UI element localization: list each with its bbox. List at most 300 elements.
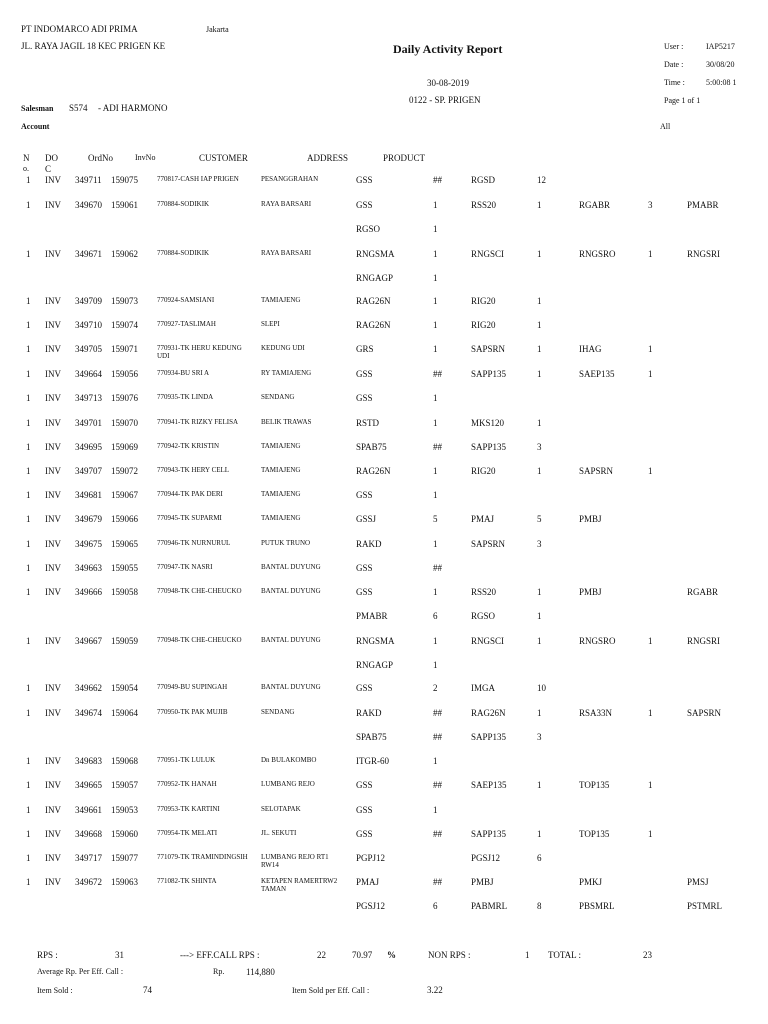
product-code: IMGA bbox=[471, 683, 495, 693]
row-address: BANTAL DUYUNG bbox=[261, 683, 321, 691]
row-customer: 770954-TK MELATI bbox=[157, 829, 218, 837]
row-doc-type: INV bbox=[45, 466, 61, 476]
row-invoice-no: 159076 bbox=[111, 393, 138, 403]
item-sold-label: Item Sold : bbox=[37, 986, 73, 995]
product-code: IHAG bbox=[579, 344, 602, 354]
product-qty: 1 bbox=[433, 587, 438, 597]
product-qty: 1 bbox=[537, 636, 542, 646]
row-order-no: 349670 bbox=[75, 200, 102, 210]
row-no: 1 bbox=[26, 466, 31, 476]
product-code: RNGSMA bbox=[356, 636, 395, 646]
product-code: RNGSCI bbox=[471, 249, 505, 259]
col-invno: InvNo bbox=[135, 153, 156, 162]
row-customer: 770884-SODIKIK bbox=[157, 249, 210, 257]
product-qty: 1 bbox=[648, 344, 653, 354]
row-order-no: 349713 bbox=[75, 393, 102, 403]
row-doc-type: INV bbox=[45, 296, 61, 306]
product-code: SPAB75 bbox=[356, 442, 387, 452]
product-code: RAG26N bbox=[356, 296, 391, 306]
row-customer: 770924-SAMSIANI bbox=[157, 296, 215, 304]
row-invoice-no: 159062 bbox=[111, 249, 138, 259]
product-qty: 1 bbox=[433, 466, 438, 476]
product-qty: 1 bbox=[648, 636, 653, 646]
row-customer: 770943-TK HERY CELL bbox=[157, 466, 230, 474]
product-qty: 1 bbox=[433, 296, 438, 306]
row-invoice-no: 159070 bbox=[111, 418, 138, 428]
product-code: RGABR bbox=[687, 587, 719, 597]
product-qty: 1 bbox=[433, 249, 438, 259]
row-address: SLEPI bbox=[261, 320, 280, 328]
row-customer: 770953-TK KARTINI bbox=[157, 805, 220, 813]
col-customer: CUSTOMER bbox=[199, 153, 248, 163]
row-no: 1 bbox=[26, 296, 31, 306]
product-code: RNGSMA bbox=[356, 249, 395, 259]
row-no: 1 bbox=[26, 344, 31, 354]
page-number: Page 1 of 1 bbox=[664, 96, 701, 105]
row-no: 1 bbox=[26, 587, 31, 597]
row-doc-type: INV bbox=[45, 344, 61, 354]
row-no: 1 bbox=[26, 393, 31, 403]
product-code: PGPJ12 bbox=[356, 853, 386, 863]
product-qty: 1 bbox=[648, 708, 653, 718]
product-qty: 1 bbox=[537, 200, 542, 210]
row-customer: 770945-TK SUPARMI bbox=[157, 514, 222, 522]
time-label: Time : bbox=[664, 78, 685, 87]
row-no: 1 bbox=[26, 369, 31, 379]
product-qty: 1 bbox=[433, 660, 438, 670]
row-customer: 770948-TK CHE-CHEUCKO bbox=[157, 587, 242, 595]
product-code: GSSJ bbox=[356, 514, 377, 524]
item-sold-per-label: Item Sold per Eff. Call : bbox=[292, 986, 370, 995]
row-address: BELIK TRAWAS bbox=[261, 418, 312, 426]
product-qty: 1 bbox=[537, 611, 542, 621]
row-no: 1 bbox=[26, 514, 31, 524]
row-address: TAMIAJENG bbox=[261, 514, 301, 522]
product-code: RNGSRO bbox=[579, 249, 616, 259]
row-order-no: 349663 bbox=[75, 563, 102, 573]
salesman-name: - ADI HARMONO bbox=[98, 103, 168, 113]
row-doc-type: INV bbox=[45, 780, 61, 790]
row-doc-type: INV bbox=[45, 708, 61, 718]
product-code: RGSO bbox=[356, 224, 381, 234]
row-invoice-no: 159063 bbox=[111, 877, 138, 887]
row-doc-type: INV bbox=[45, 393, 61, 403]
row-doc-type: INV bbox=[45, 636, 61, 646]
avg-currency: Rp. bbox=[213, 967, 225, 976]
row-doc-type: INV bbox=[45, 369, 61, 379]
col-no: N bbox=[23, 153, 30, 163]
product-code: PBSMRL bbox=[579, 901, 615, 911]
product-code: PABMRL bbox=[471, 901, 508, 911]
product-qty: 5 bbox=[433, 514, 438, 524]
product-qty: 1 bbox=[648, 249, 653, 259]
row-address: Dn BULAKOMBO bbox=[261, 756, 317, 764]
row-order-no: 349668 bbox=[75, 829, 102, 839]
eff-call-percent: 70.97 bbox=[352, 950, 373, 960]
row-order-no: 349667 bbox=[75, 636, 102, 646]
row-no: 1 bbox=[26, 490, 31, 500]
row-customer: 770949-BU SUPINGAH bbox=[157, 683, 228, 691]
row-doc-type: INV bbox=[45, 756, 61, 766]
report-date: 30-08-2019 bbox=[427, 78, 469, 88]
row-order-no: 349695 bbox=[75, 442, 102, 452]
row-invoice-no: 159068 bbox=[111, 756, 138, 766]
row-invoice-no: 159060 bbox=[111, 829, 138, 839]
product-code: SAEP135 bbox=[579, 369, 615, 379]
rps-label: RPS : bbox=[37, 950, 58, 960]
product-code: RAG26N bbox=[356, 466, 391, 476]
row-address: SENDANG bbox=[261, 393, 295, 401]
product-code: SAPP135 bbox=[471, 369, 507, 379]
row-customer: 770817-CASH IAP PRIGEN bbox=[157, 175, 239, 183]
row-invoice-no: 159053 bbox=[111, 805, 138, 815]
product-code: RGABR bbox=[579, 200, 611, 210]
product-code: GSS bbox=[356, 683, 373, 693]
row-no: 1 bbox=[26, 708, 31, 718]
row-customer: 770950-TK PAK MUJIB bbox=[157, 708, 228, 716]
product-qty: 1 bbox=[433, 418, 438, 428]
row-customer: 770927-TASLIMAH bbox=[157, 320, 216, 328]
product-qty: ## bbox=[433, 877, 442, 887]
product-code: RIG20 bbox=[471, 296, 496, 306]
row-order-no: 349674 bbox=[75, 708, 102, 718]
row-customer: 770951-TK LULUK bbox=[157, 756, 216, 764]
product-qty: ## bbox=[433, 708, 442, 718]
row-order-no: 349681 bbox=[75, 490, 102, 500]
product-code: RGSD bbox=[471, 175, 496, 185]
product-qty: 3 bbox=[648, 200, 653, 210]
row-no: 1 bbox=[26, 249, 31, 259]
product-code: RAG26N bbox=[471, 708, 506, 718]
product-qty: 10 bbox=[537, 683, 546, 693]
row-invoice-no: 159054 bbox=[111, 683, 138, 693]
product-qty: 1 bbox=[433, 393, 438, 403]
product-qty: ## bbox=[433, 442, 442, 452]
row-order-no: 349675 bbox=[75, 539, 102, 549]
rps-value: 31 bbox=[115, 950, 124, 960]
row-address: JL. SEKUTI bbox=[261, 829, 297, 837]
product-code: RNGSRI bbox=[687, 636, 721, 646]
product-code: RSA33N bbox=[579, 708, 613, 718]
product-code: PMAJ bbox=[471, 514, 495, 524]
product-code: RIG20 bbox=[471, 320, 496, 330]
row-invoice-no: 159058 bbox=[111, 587, 138, 597]
row-doc-type: INV bbox=[45, 563, 61, 573]
product-code: RIG20 bbox=[471, 466, 496, 476]
product-qty: 1 bbox=[433, 273, 438, 283]
product-code: GSS bbox=[356, 393, 373, 403]
product-qty: 8 bbox=[537, 901, 542, 911]
product-code: PSTMRL bbox=[687, 901, 723, 911]
row-invoice-no: 159072 bbox=[111, 466, 138, 476]
row-order-no: 349701 bbox=[75, 418, 102, 428]
row-invoice-no: 159056 bbox=[111, 369, 138, 379]
row-doc-type: INV bbox=[45, 853, 61, 863]
row-invoice-no: 159057 bbox=[111, 780, 138, 790]
row-doc-type: INV bbox=[45, 514, 61, 524]
product-code: SAPSRN bbox=[471, 344, 506, 354]
row-customer: 770942-TK KRISTIN bbox=[157, 442, 220, 450]
product-code: PGSJ12 bbox=[471, 853, 501, 863]
row-doc-type: INV bbox=[45, 442, 61, 452]
row-order-no: 349666 bbox=[75, 587, 102, 597]
product-qty: 1 bbox=[537, 320, 542, 330]
row-order-no: 349662 bbox=[75, 683, 102, 693]
row-doc-type: INV bbox=[45, 539, 61, 549]
row-order-no: 349683 bbox=[75, 756, 102, 766]
product-code: RSTD bbox=[356, 418, 380, 428]
product-code: RNGSRI bbox=[687, 249, 721, 259]
product-code: MKS120 bbox=[471, 418, 505, 428]
row-address: SENDANG bbox=[261, 708, 295, 716]
row-no: 1 bbox=[26, 683, 31, 693]
product-qty: 1 bbox=[537, 418, 542, 428]
product-code: SAEP135 bbox=[471, 780, 507, 790]
row-customer: 770946-TK NURNURUL bbox=[157, 539, 231, 547]
row-doc-type: INV bbox=[45, 877, 61, 887]
product-qty: 1 bbox=[648, 466, 653, 476]
product-qty: 1 bbox=[648, 780, 653, 790]
row-address: KETAPEN RAMERTRW2 TAMAN bbox=[261, 877, 338, 893]
row-address: PUTUK TRUNO bbox=[261, 539, 311, 547]
row-no: 1 bbox=[26, 877, 31, 887]
total-label: TOTAL : bbox=[548, 950, 582, 960]
product-qty: 1 bbox=[537, 708, 542, 718]
product-qty: 1 bbox=[433, 490, 438, 500]
product-code: GRS bbox=[356, 344, 374, 354]
row-customer: 770931-TK HERU KEDUNG UDI bbox=[157, 344, 242, 360]
row-order-no: 349710 bbox=[75, 320, 102, 330]
product-qty: 1 bbox=[433, 320, 438, 330]
row-order-no: 349664 bbox=[75, 369, 102, 379]
product-qty: 1 bbox=[433, 636, 438, 646]
date-label: Date : bbox=[664, 60, 684, 69]
item-sold-per-value: 3.22 bbox=[427, 985, 443, 995]
row-order-no: 349672 bbox=[75, 877, 102, 887]
row-customer: 770952-TK HANAH bbox=[157, 780, 217, 788]
product-qty: ## bbox=[433, 780, 442, 790]
row-address: LUMBANG REJO RT1 RW14 bbox=[261, 853, 329, 869]
row-no: 1 bbox=[26, 563, 31, 573]
salesman-label: Salesman bbox=[21, 104, 54, 113]
company-address: JL. RAYA JAGIL 18 KEC PRIGEN KE bbox=[21, 41, 166, 51]
product-qty: 12 bbox=[537, 175, 546, 185]
row-no: 1 bbox=[26, 829, 31, 839]
product-qty: ## bbox=[433, 563, 442, 573]
product-code: GSS bbox=[356, 587, 373, 597]
row-order-no: 349679 bbox=[75, 514, 102, 524]
time-value: 5:00:08 1 bbox=[706, 78, 737, 87]
product-code: PMSJ bbox=[687, 877, 709, 887]
row-address: PESANGGRAHAN bbox=[261, 175, 319, 183]
eff-call-value: 22 bbox=[317, 950, 326, 960]
branch-name: 0122 - SP. PRIGEN bbox=[409, 95, 481, 105]
product-qty: ## bbox=[433, 175, 442, 185]
product-code: RAG26N bbox=[356, 320, 391, 330]
product-code: PGSJ12 bbox=[356, 901, 386, 911]
row-invoice-no: 159075 bbox=[111, 175, 138, 185]
row-invoice-no: 159066 bbox=[111, 514, 138, 524]
row-no: 1 bbox=[26, 200, 31, 210]
row-customer: 771079-TK TRAMINDINGSIH bbox=[157, 853, 248, 861]
row-address: KEDUNG UDI bbox=[261, 344, 305, 352]
product-code: RNGSRO bbox=[579, 636, 616, 646]
product-code: PMBJ bbox=[471, 877, 494, 887]
row-invoice-no: 159059 bbox=[111, 636, 138, 646]
row-no: 1 bbox=[26, 442, 31, 452]
row-address: TAMIAJENG bbox=[261, 490, 301, 498]
product-code: TOP135 bbox=[579, 780, 610, 790]
product-qty: 1 bbox=[433, 756, 438, 766]
row-no: 1 bbox=[26, 780, 31, 790]
row-doc-type: INV bbox=[45, 683, 61, 693]
product-qty: 6 bbox=[433, 611, 438, 621]
product-code: SAPP135 bbox=[471, 442, 507, 452]
item-sold-value: 74 bbox=[143, 985, 152, 995]
product-code: GSS bbox=[356, 563, 373, 573]
row-customer: 770941-TK RIZKY FELISA bbox=[157, 418, 239, 426]
row-invoice-no: 159064 bbox=[111, 708, 138, 718]
product-code: GSS bbox=[356, 780, 373, 790]
row-invoice-no: 159071 bbox=[111, 344, 138, 354]
product-code: PMABR bbox=[687, 200, 719, 210]
product-qty: ## bbox=[433, 829, 442, 839]
product-qty: 1 bbox=[537, 249, 542, 259]
col-no-sub: o. bbox=[23, 164, 29, 173]
product-qty: 2 bbox=[433, 683, 438, 693]
product-code: PMABR bbox=[356, 611, 388, 621]
product-qty: 1 bbox=[433, 224, 438, 234]
product-code: PMBJ bbox=[579, 514, 602, 524]
row-doc-type: INV bbox=[45, 175, 61, 185]
product-code: GSS bbox=[356, 369, 373, 379]
product-qty: 1 bbox=[537, 780, 542, 790]
company-city: Jakarta bbox=[206, 25, 229, 34]
row-doc-type: INV bbox=[45, 418, 61, 428]
product-qty: 1 bbox=[537, 466, 542, 476]
row-order-no: 349717 bbox=[75, 853, 102, 863]
row-order-no: 349705 bbox=[75, 344, 102, 354]
row-customer: 770944-TK PAK DERI bbox=[157, 490, 223, 498]
row-order-no: 349671 bbox=[75, 249, 102, 259]
row-address: BANTAL DUYUNG bbox=[261, 563, 321, 571]
product-qty: 1 bbox=[433, 200, 438, 210]
col-address: ADDRESS bbox=[307, 153, 349, 163]
row-customer: 770935-TK LINDA bbox=[157, 393, 214, 401]
row-no: 1 bbox=[26, 756, 31, 766]
row-invoice-no: 159074 bbox=[111, 320, 138, 330]
col-product: PRODUCT bbox=[383, 153, 426, 163]
product-qty: 3 bbox=[537, 539, 542, 549]
product-code: GSS bbox=[356, 829, 373, 839]
avg-value: 114,880 bbox=[246, 967, 275, 977]
company-name: PT INDOMARCO ADI PRIMA bbox=[21, 24, 138, 34]
account-label: Account bbox=[21, 122, 50, 131]
product-code: SAPP135 bbox=[471, 829, 507, 839]
col-ordno: OrdNo bbox=[88, 153, 113, 163]
row-no: 1 bbox=[26, 175, 31, 185]
row-customer: 770947-TK NASRI bbox=[157, 563, 213, 571]
product-qty: 1 bbox=[433, 805, 438, 815]
col-doc: DO bbox=[45, 153, 58, 163]
row-no: 1 bbox=[26, 805, 31, 815]
total-value: 23 bbox=[643, 950, 652, 960]
product-code: RSS20 bbox=[471, 200, 497, 210]
product-code: RGSO bbox=[471, 611, 496, 621]
row-address: SELOTAPAK bbox=[261, 805, 301, 813]
product-qty: 1 bbox=[537, 344, 542, 354]
row-invoice-no: 159065 bbox=[111, 539, 138, 549]
product-code: ITGR-60 bbox=[356, 756, 389, 766]
product-code: SAPSRN bbox=[471, 539, 506, 549]
row-doc-type: INV bbox=[45, 587, 61, 597]
product-qty: 1 bbox=[648, 369, 653, 379]
product-qty: 6 bbox=[537, 853, 542, 863]
product-qty: 1 bbox=[537, 369, 542, 379]
product-code: GSS bbox=[356, 805, 373, 815]
row-invoice-no: 159067 bbox=[111, 490, 138, 500]
user-value: IAP5217 bbox=[706, 42, 735, 51]
product-code: GSS bbox=[356, 200, 373, 210]
product-code: SAPP135 bbox=[471, 732, 507, 742]
row-order-no: 349665 bbox=[75, 780, 102, 790]
row-address: TAMIAJENG bbox=[261, 466, 301, 474]
product-code: RNGAGP bbox=[356, 273, 394, 283]
user-label: User : bbox=[664, 42, 684, 51]
non-rps-label: NON RPS : bbox=[428, 950, 471, 960]
row-doc-type: INV bbox=[45, 320, 61, 330]
row-no: 1 bbox=[26, 418, 31, 428]
row-address: LUMBANG REJO bbox=[261, 780, 315, 788]
row-order-no: 349707 bbox=[75, 466, 102, 476]
row-doc-type: INV bbox=[45, 200, 61, 210]
row-doc-type: INV bbox=[45, 829, 61, 839]
row-customer: 771082-TK SHINTA bbox=[157, 877, 217, 885]
product-qty: 1 bbox=[537, 587, 542, 597]
salesman-code: S574 bbox=[69, 103, 88, 113]
product-code: GSS bbox=[356, 175, 373, 185]
product-code: RNGSCI bbox=[471, 636, 505, 646]
row-address: RAYA BARSARI bbox=[261, 200, 312, 208]
date-value: 30/08/20 bbox=[706, 60, 735, 69]
row-doc-type: INV bbox=[45, 490, 61, 500]
product-code: SAPSRN bbox=[687, 708, 722, 718]
row-order-no: 349661 bbox=[75, 805, 102, 815]
eff-call-label: ---> EFF.CALL RPS : bbox=[180, 950, 260, 960]
product-qty: 6 bbox=[433, 901, 438, 911]
row-invoice-no: 159061 bbox=[111, 200, 138, 210]
product-code: SPAB75 bbox=[356, 732, 387, 742]
row-customer: 770884-SODIKIK bbox=[157, 200, 210, 208]
product-qty: 1 bbox=[537, 296, 542, 306]
product-code: PMBJ bbox=[579, 587, 602, 597]
report-title: Daily Activity Report bbox=[393, 42, 503, 56]
product-qty: ## bbox=[433, 732, 442, 742]
row-customer: 770934-BU SRI A bbox=[157, 369, 210, 377]
row-no: 1 bbox=[26, 320, 31, 330]
row-invoice-no: 159069 bbox=[111, 442, 138, 452]
product-qty: 1 bbox=[433, 344, 438, 354]
account-value: All bbox=[660, 122, 671, 131]
product-qty: 1 bbox=[648, 829, 653, 839]
row-no: 1 bbox=[26, 636, 31, 646]
row-address: BANTAL DUYUNG bbox=[261, 636, 321, 644]
product-code: GSS bbox=[356, 490, 373, 500]
row-customer: 770948-TK CHE-CHEUCKO bbox=[157, 636, 242, 644]
product-code: PMAJ bbox=[356, 877, 380, 887]
product-code: RSS20 bbox=[471, 587, 497, 597]
product-qty: 3 bbox=[537, 732, 542, 742]
